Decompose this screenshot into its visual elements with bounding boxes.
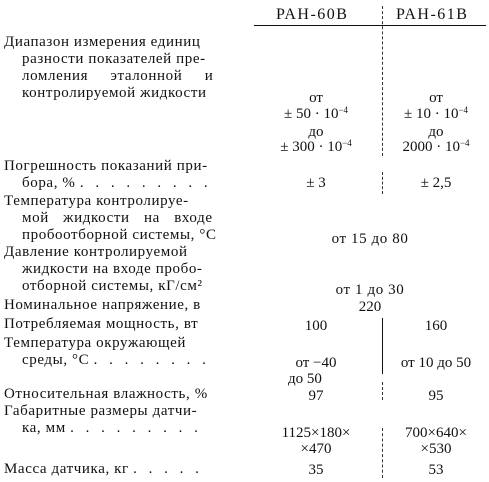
ambient-61v-value: от 10 до 50	[400, 355, 472, 371]
power-61v-value: 160	[424, 318, 448, 334]
row-range-label-2: разности показателей пре-	[22, 51, 206, 67]
humidity-60v-value: 97	[308, 388, 324, 404]
leader-dots: . . . . . . . . .	[79, 175, 212, 191]
ambient-60v-value-1: от −40	[295, 355, 337, 371]
row-ambient-temp-label-2: среды, °C . . . . . . . .	[22, 352, 210, 368]
row-liquid-temp-label-3: пробоотборной системы, °C	[22, 227, 217, 243]
row-pressure-label-2: жидкости на входе пробо-	[22, 261, 203, 277]
range-61v-from-value: ± $10 \cdot 10^{-4}$	[403, 105, 469, 122]
pressure-shared-value: от 1 до 30	[335, 282, 405, 298]
size-61v-value-1: 700×640×	[405, 425, 467, 441]
voltage-shared-value: 220	[358, 299, 382, 315]
column-divider-humidity	[382, 382, 383, 400]
row-pressure-label-1: Давление контролируемой	[4, 244, 188, 260]
liquid-temp-shared-value: от 15 до 80	[331, 231, 409, 247]
range-60v-to-label: до	[308, 124, 324, 140]
size-61v-value-2: ×530	[420, 441, 452, 457]
range-60v-from-label: от	[309, 90, 323, 106]
error-61v-value: ± 2,5	[420, 175, 452, 191]
size-60v-value-2: ×470	[300, 441, 332, 457]
row-error-label-1: Погрешность показаний при-	[4, 158, 208, 174]
row-ambient-temp-label-1: Температура окружающей	[4, 335, 187, 351]
mass-61v-value: 53	[428, 462, 444, 478]
column-divider-error	[382, 172, 383, 194]
row-voltage-label: Номинальное напряжение, в	[4, 297, 201, 313]
column-divider-size-mass	[382, 428, 383, 478]
row-range-label-4: контролируемой жидкости	[22, 85, 207, 101]
range-60v-to-value: ± $300 \cdot 10^{-4}$	[280, 138, 352, 155]
row-size-label-1: Габаритные размеры датчи-	[4, 403, 198, 419]
power-60v-value: 100	[304, 318, 328, 334]
header-rule	[254, 25, 486, 26]
range-61v-to-value: $2000 \cdot 10^{-4}$	[402, 138, 470, 155]
range-60v-from-value: ± $50 \cdot 10^{-4}$	[283, 105, 349, 122]
row-power-label: Потребляемая мощность, вт	[4, 316, 199, 332]
row-liquid-temp-label-1: Температура контролируе-	[4, 193, 189, 209]
size-60v-value-1: 1125×180×	[281, 425, 351, 441]
row-range-label-1: Диапазон измерения единиц	[4, 34, 201, 50]
column-divider-power-temp	[382, 318, 383, 374]
column-header-ran-61v: РАН-61В	[396, 6, 469, 23]
leader-dots: . . . . . . . .	[93, 352, 210, 368]
column-header-ran-60v: РАН-60В	[276, 6, 349, 23]
range-61v-from-label: от	[429, 90, 443, 106]
leader-dots: . . . . . . . . .	[70, 420, 202, 436]
column-divider-top	[382, 6, 383, 156]
leader-dots: . . . . .	[133, 461, 203, 477]
row-mass-label: Масса датчика, кг . . . . .	[4, 461, 203, 477]
row-error-label-2: бора, % . . . . . . . . .	[22, 175, 212, 191]
row-range-label-3: ломления эталонной и	[22, 68, 214, 84]
row-liquid-temp-label-2: мой жидкости на входе	[22, 210, 213, 226]
humidity-61v-value: 95	[428, 388, 444, 404]
row-size-label-2: ка, мм . . . . . . . . .	[22, 420, 202, 436]
error-60v-value: ± 3	[306, 175, 326, 191]
row-humidity-label: Относительная влажность, %	[4, 386, 208, 402]
mass-60v-value: 35	[308, 462, 324, 478]
row-pressure-label-3: отборной системы, кГ/см²	[22, 278, 203, 294]
ambient-60v-value-2: до 50	[288, 371, 322, 387]
range-61v-to-label: до	[428, 124, 444, 140]
